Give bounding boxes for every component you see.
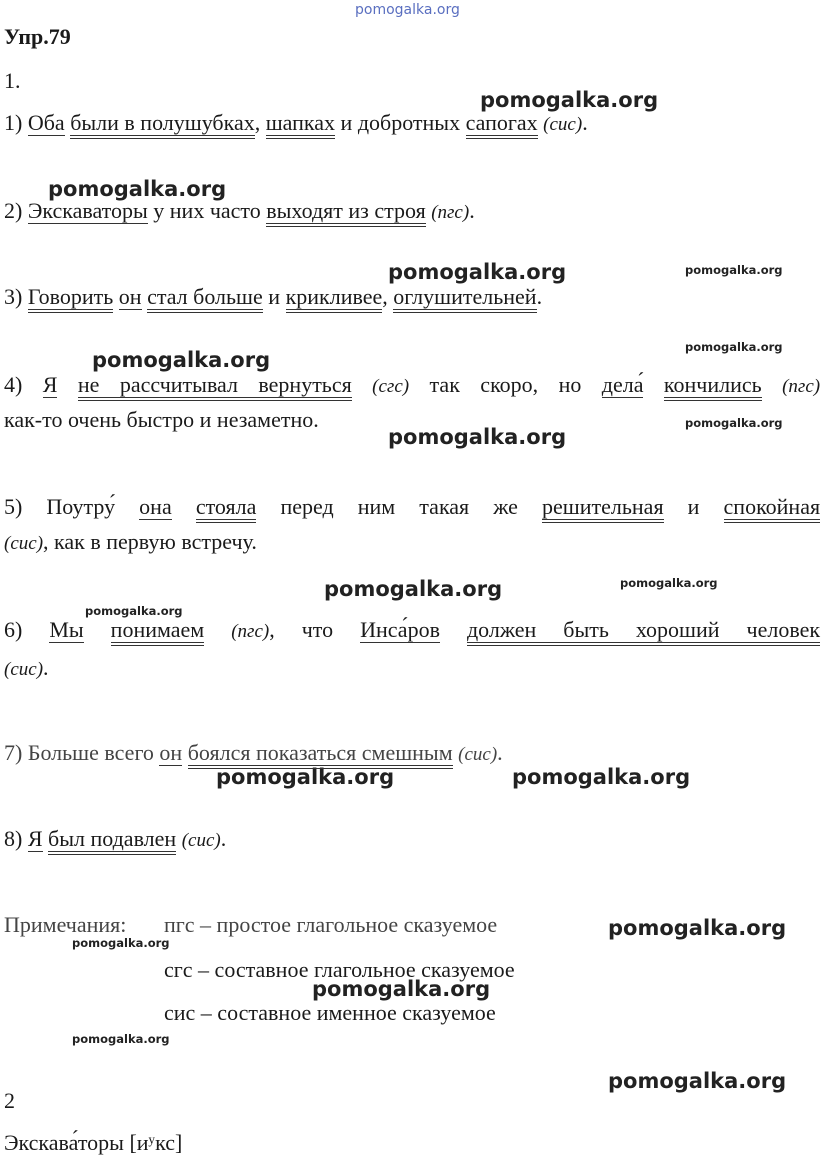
subject: Инса́ров: [360, 617, 440, 642]
exercise-title: Упр.79: [4, 24, 71, 49]
watermark: pomogalka.org: [620, 576, 718, 590]
period: .: [469, 198, 475, 223]
period: .: [220, 826, 227, 851]
predicate: решительная: [542, 494, 664, 523]
predicate: понимаем: [111, 617, 205, 646]
watermark: pomogalka.org: [685, 340, 783, 354]
predicate: Говорить: [28, 284, 113, 313]
subject: Экскаваторы: [27, 198, 148, 223]
sentence-number: 4): [4, 372, 23, 397]
predicate: боялся показаться смешным: [188, 740, 453, 769]
sentence-5: [4, 494, 820, 557]
sentence-1: [4, 110, 588, 138]
text: и: [268, 284, 281, 309]
sentence-number: 5): [4, 494, 23, 519]
comma: ,: [382, 284, 388, 309]
transcription: [иʸкс]: [129, 1130, 183, 1155]
predicate: шапках: [266, 110, 335, 139]
period: .: [582, 110, 588, 135]
predicate: оглушительней: [393, 284, 536, 313]
word: Экскава́торы: [4, 1130, 124, 1155]
predicate-type-mark: (пгс): [431, 202, 470, 223]
period: .: [43, 655, 49, 680]
watermark: pomogalka.org: [685, 416, 783, 430]
text: так скоро, но: [429, 372, 582, 397]
comma: ,: [254, 110, 261, 135]
sentence-continuation: как-то очень быстро и незаметно.: [4, 407, 319, 432]
note-pgs: пгс – простое глагольное сказуемое: [164, 912, 498, 937]
predicate: спокойная: [724, 494, 821, 523]
subject: Мы: [49, 617, 84, 642]
predicate-type-mark: (пгс): [782, 376, 821, 397]
sentence-6: [4, 617, 820, 683]
predicate: не рассчитывал вернуться: [78, 372, 352, 401]
watermark: pomogalka.org: [72, 936, 170, 950]
predicate-type-mark: (сис): [458, 744, 498, 765]
watermark-top: pomogalka.org: [355, 2, 460, 18]
sentence-4: [4, 372, 820, 433]
part-number-1: 1.: [4, 68, 21, 93]
watermark: pomogalka.org: [216, 765, 395, 789]
sentence-number: 2): [4, 198, 23, 223]
part-number-2: 2: [4, 1088, 15, 1113]
predicate-type-mark: (сис): [4, 659, 44, 680]
note-sis: сис – составное именное сказуемое: [164, 1000, 496, 1025]
watermark: pomogalka.org: [324, 577, 503, 601]
watermark: pomogalka.org: [92, 348, 271, 372]
predicate-type-mark: (пгс): [231, 621, 270, 642]
sentence-8: [4, 826, 226, 854]
text: и добротных: [340, 110, 461, 135]
subject: Я: [27, 826, 43, 851]
period: .: [497, 740, 503, 765]
sentence-continuation: , как в первую встречу.: [43, 529, 257, 554]
predicate-type-mark: (сис): [181, 830, 221, 851]
watermark: pomogalka.org: [388, 260, 567, 284]
note-sgs: сгс – составное глагольное сказуемое: [164, 957, 515, 982]
subject: Я: [42, 372, 58, 397]
watermark: pomogalka.org: [608, 916, 787, 940]
sentence-3: [4, 284, 542, 310]
predicate: кончились: [664, 372, 762, 401]
predicate-type-mark: (сис): [4, 533, 44, 554]
watermark: pomogalka.org: [48, 177, 227, 201]
predicate: были в полушубках: [70, 110, 255, 139]
transcription-line: [4, 1130, 182, 1156]
sentence-number: 6): [4, 617, 23, 642]
sentence-2: [4, 198, 475, 226]
subject: он: [159, 740, 183, 765]
subject: дела́: [601, 372, 644, 397]
period: .: [536, 284, 543, 309]
predicate: выходят из строя: [266, 198, 425, 227]
predicate: стал больше: [147, 284, 263, 313]
predicate: должен быть хороший человек: [467, 617, 820, 646]
subject: Оба: [27, 110, 65, 135]
text: Больше всего: [27, 740, 154, 765]
watermark: pomogalka.org: [685, 263, 783, 277]
text: у них часто: [153, 198, 261, 223]
text: перед ним такая же: [280, 494, 518, 519]
watermark: pomogalka.org: [85, 604, 183, 618]
sentence-number: 3): [4, 284, 23, 309]
notes-label: Примечания:: [4, 912, 127, 937]
watermark: pomogalka.org: [608, 1069, 787, 1093]
predicate: стояла: [196, 494, 257, 523]
watermark: pomogalka.org: [512, 765, 691, 789]
predicate: был подавлен: [48, 826, 176, 855]
watermark: pomogalka.org: [480, 88, 659, 112]
sentence-number: 1): [4, 110, 23, 135]
sentence-number: 8): [4, 826, 23, 851]
sentence-number: 7): [4, 740, 23, 765]
predicate: крикливее: [286, 284, 383, 313]
text: и: [687, 494, 700, 519]
subject: он: [118, 284, 142, 309]
text: , что: [269, 617, 334, 642]
predicate: сапогах: [466, 110, 538, 139]
text: Поутру́: [46, 494, 116, 519]
watermark: pomogalka.org: [72, 1032, 170, 1046]
predicate-type-mark: (сгс): [372, 376, 410, 397]
watermark: pomogalka.org: [312, 977, 491, 1001]
subject: она: [139, 494, 172, 519]
predicate-type-mark: (сис): [543, 114, 583, 135]
sentence-7: [4, 740, 503, 768]
watermark: pomogalka.org: [388, 425, 567, 449]
